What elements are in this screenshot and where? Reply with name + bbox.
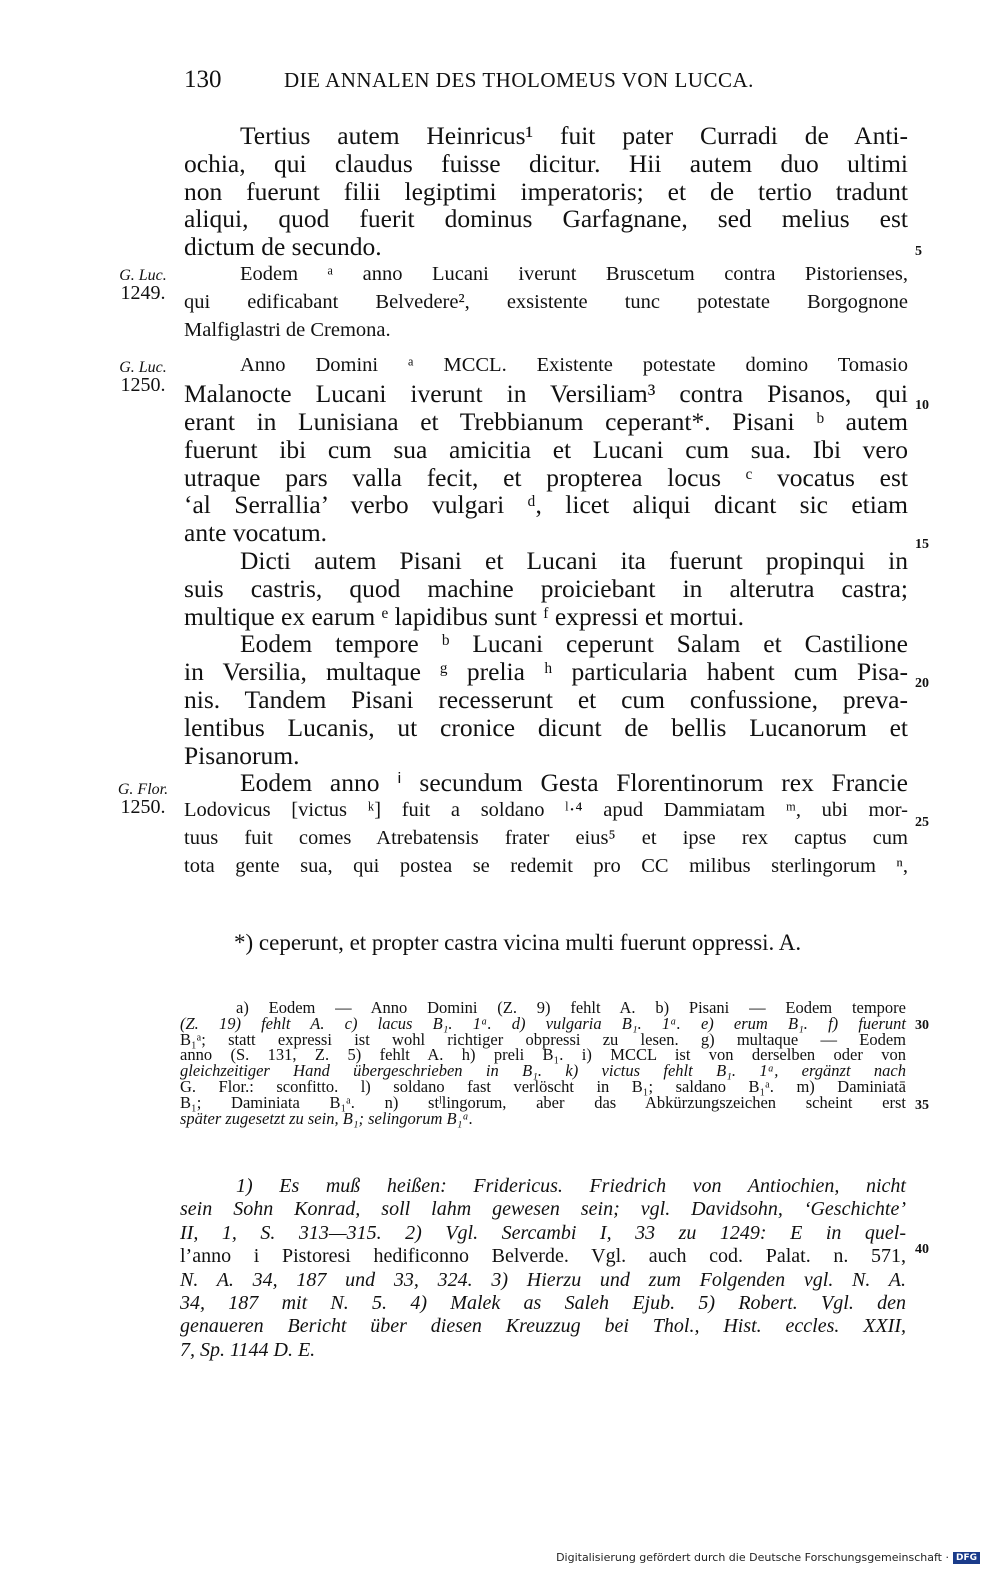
margin-source: G. Flor. [117, 781, 169, 798]
text-line: Malfiglastri de Cremona. [184, 318, 391, 341]
text-line: Dicti autem Pisani et Lucani ita fuerunt propinqui in [240, 545, 908, 575]
margin-note [106, 360, 180, 395]
footnote-line: N. A. 34, 187 und 33, 324. 3) Hierzu und zum Folgenden vgl. N. A. [180, 1268, 906, 1291]
text-line: tota gente sua, qui postea se redemit pro CC milibus sterlingorum ⁿ, [184, 854, 908, 877]
text-line: ochia, qui claudus fuisse dicitur. Hii autem duo ultimi [184, 148, 908, 178]
text-line: Eodem anno ⁱ secundum Gesta Florentinorum rex Francie [240, 768, 908, 798]
text-line: Eodem tempore ᵇ Lucani ceperunt Salam et Castilione [240, 629, 908, 659]
text-line: Malanocte Lucani iverunt in Versiliam³ contra Pisanos, qui [184, 379, 908, 409]
apparatus-line: a) Eodem — Anno Domini (Z. 9) fehlt A. b) Pisani — Eodem tempore [236, 998, 906, 1017]
footnote-line: 7, Sp. 1144 D. E. [180, 1338, 316, 1361]
margin-source: G. Luc. [119, 267, 167, 284]
text-line: Lodovicus [victus ᵏ] fuit a soldano ˡ·⁴ apud Dammiatam ᵐ, ubi mor- [184, 799, 908, 822]
text-line: Anno Domini ᵃ MCCL. Existente potestate domino Tomasio [240, 354, 908, 377]
line-number: 40 [915, 1242, 929, 1257]
footnote-line: l’anno i Pistoresi hedificonno Belverde. Vgl. auch cod. Palat. n. 571, [180, 1245, 906, 1268]
text-line: Eodem ᵃ anno Lucani iverunt Bruscetum contra Pistorienses, [240, 262, 908, 285]
line-number: 35 [915, 1098, 929, 1113]
line-number: 20 [915, 676, 929, 691]
text-line: utraque pars valla fecit, et propterea locus ᶜ vocatus est [184, 462, 908, 492]
star-note: *) ceperunt, et propter castra vicina multi fuerunt oppressi. A. [234, 930, 802, 955]
text-line: qui edificabant Belvedere², exsistente tunc potestate Borgognone [184, 290, 908, 313]
footnote-line: II, 1, S. 313—315. 2) Vgl. Sercambi I, 33 zu 1249: E in quel- [180, 1221, 906, 1244]
line-number: 5 [915, 244, 922, 259]
digitization-credit [556, 1551, 980, 1564]
text-line: nis. Tandem Pisani recesserunt et cum confussione, preva- [184, 684, 908, 714]
line-number: 10 [915, 398, 929, 413]
footnote-line: sein Sohn Konrad, soll lahm gewesen sein; vgl. Davidsohn, ‘Geschichte’ [180, 1198, 906, 1221]
main-text [184, 122, 908, 881]
footnotes [180, 1175, 906, 1362]
margin-year: 1249. [120, 282, 166, 304]
dfg-logo: DFG [953, 1552, 980, 1564]
text-line: fuerunt ibi cum sua amicitia et Lucani cum sua. Ibi vero [184, 434, 908, 464]
page-header [184, 66, 906, 98]
credit-text: Digitalisierung gefördert durch die Deutsche Forschungsgemeinschaft · [556, 1551, 949, 1564]
apparatus-line: anno (S. 131, Z. 5) fehlt A. h) preli B₁. i) MCCL ist von derselben oder von [180, 1045, 906, 1065]
margin-source: G. Luc. [119, 359, 167, 376]
text-line: Tertius autem Heinricus¹ fuit pater Curradi de Anti- [240, 121, 908, 150]
margin-year: 1250. [120, 374, 166, 396]
text-line: tuus fuit comes Atrebatensis frater eius⁵ et ipse rex captus cum [184, 826, 908, 849]
text-line: lentibus Lucanis, ut cronice dicunt de bellis Lucanorum et [184, 712, 908, 742]
running-title: DIE ANNALEN DES THOLOMEUS VON LUCCA. [284, 68, 754, 92]
text-line: in Versilia, multaque ᵍ prelia ʰ particularia habent cum Pisa- [184, 657, 908, 687]
page-number: 130 [184, 66, 222, 93]
text-line: ante vocatum. [184, 518, 328, 548]
text-line: multique ex earum ᵉ lapidibus sunt ᶠ expressi et mortui. [184, 601, 745, 631]
text-line: Pisanorum. [184, 740, 300, 770]
apparatus-line: gleichzeitiger Hand übergeschrieben in B₁. k) victus fehlt B₁. 1ᵃ, ergänzt nach [180, 1061, 906, 1081]
footnote-line: genaueren Bericht über diesen Kreuzzug bei Thol., Hist. eccles. XXII, [180, 1315, 906, 1338]
text-line: non fuerunt filii legiptimi imperatoris; et de tertio tradunt [184, 176, 908, 206]
line-number: 15 [915, 537, 929, 552]
text-line: ‘al Serrallia’ verbo vulgari ᵈ, licet aliqui dicant sic etiam [184, 490, 908, 520]
text-line: dictum de secundo. [184, 232, 382, 262]
text-line: aliqui, quod fuerit dominus Garfagnane, sed melius est [184, 204, 908, 234]
margin-year: 1250. [120, 796, 166, 818]
apparatus-line: B₁; Daminiata B₁ᵃ. n) stˡlingorum, aber das Abkürzungszeichen scheint erst [180, 1092, 906, 1112]
margin-note [106, 782, 180, 817]
apparatus-line: G. Flor.: sconfitto. l) soldano fast verlöscht in B₁; saldano B₁ᵃ. m) Daminiatā [180, 1076, 906, 1096]
footnote-line: 34, 187 mit N. 5. 4) Malek as Saleh Ejub. 5) Robert. Vgl. den [180, 1291, 906, 1314]
margin-note [106, 268, 180, 303]
line-number: 30 [915, 1018, 929, 1033]
apparatus-line: später zugesetzt zu sein, B₁; selingorum B₁ᵃ. [180, 1108, 474, 1128]
text-line: erant in Lunisiana et Trebbianum ceperant*. Pisani ᵇ autem [184, 406, 908, 436]
line-number: 25 [915, 815, 929, 830]
apparatus-line: B₁ᵃ; statt expressi ist wohl richtiger obpressi zu lesen. g) multaque — Eodem [180, 1029, 906, 1049]
apparatus-notes [180, 1000, 906, 1126]
apparatus-line: (Z. 19) fehlt A. c) lacus B₁. 1ᵃ. d) vulgaria B₁. 1ᵃ. e) erum B₁. f) fuerunt [180, 1013, 906, 1033]
text-line: suis castris, quod machine proiciebant in alterutra castra; [184, 573, 908, 603]
footnote-line: 1) Es muß heißen: Fridericus. Friedrich von Antiochien, nicht [236, 1175, 906, 1197]
